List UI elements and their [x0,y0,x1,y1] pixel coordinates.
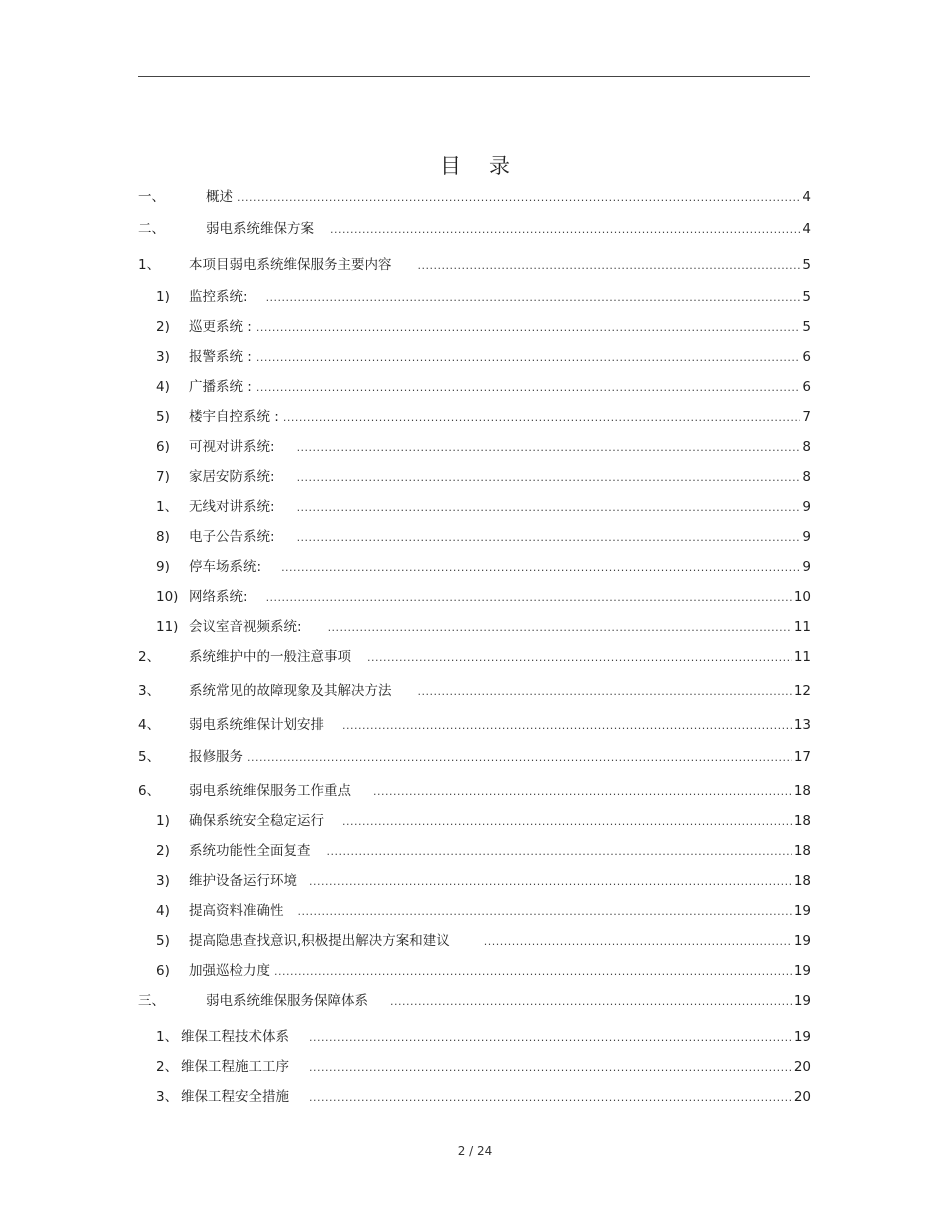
toc-entry-page: 19 [793,933,811,949]
toc-entry-number: 一、 [138,189,165,205]
toc-entry-page: 18 [793,873,811,889]
toc-entry[interactable] [138,900,811,920]
toc-entry-number: 1) [156,813,170,829]
toc-dot-leader [373,784,792,800]
toc-entry-title: 加强巡检力度 [189,963,270,979]
toc-entry-title: 本项目弱电系统维保服务主要内容 [189,257,392,273]
toc-entry-page: 6 [802,349,811,365]
toc-entry-number: 10) [156,589,179,605]
toc-entry[interactable] [138,186,811,206]
toc-dot-leader [297,470,801,486]
toc-entry-page: 18 [793,813,811,829]
toc-entry-number: 1、 [156,1029,179,1045]
toc-dot-leader [309,1090,792,1106]
toc-dot-leader [309,874,792,890]
toc-entry-number: 3) [156,349,170,365]
toc-entry-title: 监控系统: [189,289,248,305]
toc-entry[interactable] [138,346,811,366]
toc-entry[interactable] [138,406,811,426]
toc-entry[interactable] [138,780,811,800]
toc-entry-number: 9) [156,559,170,575]
toc-entry-title: 广播系统 : [189,379,252,395]
toc-entry-title: 系统功能性全面复查 [189,843,311,859]
toc-entry-page: 20 [793,1059,811,1075]
toc-entry-title: 维保工程技术体系 [181,1029,289,1045]
toc-entry[interactable] [138,436,811,456]
toc-entry-number: 3、 [138,683,161,699]
toc-entry-title: 弱电系统维保计划安排 [189,717,324,733]
toc-entry-page: 11 [793,649,811,665]
toc-title [0,150,950,180]
toc-title-char-1: 目 [440,154,461,178]
toc-dot-leader [256,350,801,366]
toc-entry[interactable] [138,218,811,238]
toc-entry-title: 弱电系统维保方案 [206,221,314,237]
toc-entry-page: 9 [802,529,811,545]
toc-entry[interactable] [138,680,811,700]
toc-dot-leader [283,410,801,426]
toc-dot-leader [342,814,792,830]
toc-entry-title: 确保系统安全稳定运行 [189,813,324,829]
toc-entry-title: 报警系统 : [189,349,252,365]
toc-entry-page: 4 [802,189,811,205]
toc-entry[interactable] [138,840,811,860]
toc-dot-leader [256,380,801,396]
toc-title-char-2: 录 [489,154,510,178]
toc-entry-page: 9 [802,499,811,515]
toc-entry-page: 19 [793,993,811,1009]
toc-entry-number: 4、 [138,717,161,733]
toc-dot-leader [297,500,801,516]
toc-entry-page: 7 [802,409,811,425]
toc-dot-leader [418,258,801,274]
page-number: 2 / 24 [457,1144,493,1158]
toc-entry[interactable] [138,556,811,576]
toc-dot-leader [281,560,800,576]
toc-entry-number: 三、 [138,993,165,1009]
toc-entry-number: 1) [156,289,170,305]
toc-dot-leader [309,1030,792,1046]
toc-entry-number: 3、 [156,1089,179,1105]
toc-dot-leader [418,684,792,700]
toc-dot-leader [484,934,792,950]
toc-entry-page: 5 [802,319,811,335]
toc-entry-page: 5 [802,289,811,305]
toc-entry-number: 5) [156,933,170,949]
toc-entry-number: 2、 [138,649,161,665]
toc-entry[interactable] [138,930,811,950]
header-rule [138,76,810,77]
toc-entry[interactable] [138,526,811,546]
toc-entry-page: 4 [802,221,811,237]
toc-entry-title: 弱电系统维保服务保障体系 [206,993,368,1009]
toc-entry-page: 19 [793,963,811,979]
toc-dot-leader [367,650,792,666]
toc-entry-title: 维保工程安全措施 [181,1089,289,1105]
toc-entry-number: 2) [156,843,170,859]
toc-entry-title: 会议室音视频系统: [189,619,302,635]
toc-entry-page: 20 [793,1089,811,1105]
toc-entry-number: 1、 [138,257,161,273]
toc-dot-leader [390,994,792,1010]
toc-entry-page: 19 [793,1029,811,1045]
toc-entry-title: 维保工程施工工序 [181,1059,289,1075]
toc-entry-title: 弱电系统维保服务工作重点 [189,783,351,799]
toc-entry[interactable] [138,496,811,516]
toc-entry-title: 电子公告系统: [189,529,275,545]
toc-dot-leader [274,964,792,980]
toc-entry-title: 家居安防系统: [189,469,275,485]
toc-entry[interactable] [138,810,811,830]
toc-entry-title: 系统常见的故障现象及其解决方法 [189,683,392,699]
toc-entry-number: 2) [156,319,170,335]
toc-dot-leader [298,904,792,920]
toc-entry-title: 网络系统: [189,589,248,605]
toc-entry-page: 8 [802,469,811,485]
toc-entry[interactable] [138,1086,811,1106]
toc-dot-leader [328,620,792,636]
toc-entry-title: 报修服务 [189,749,243,765]
toc-entry-title: 提高隐患查找意识,积极提出解决方案和建议 [189,933,450,949]
toc-entry-page: 10 [793,589,811,605]
toc-entry-title: 停车场系统: [189,559,262,575]
toc-entry-page: 5 [802,257,811,273]
toc-dot-leader [309,1060,792,1076]
toc-dot-leader [297,440,801,456]
toc-entry[interactable] [138,286,811,306]
toc-dot-leader [342,718,792,734]
toc-dot-leader [297,530,801,546]
toc-entry[interactable] [138,316,811,336]
toc-entry-page: 19 [793,903,811,919]
toc-entry[interactable] [138,714,811,734]
toc-entry-title: 无线对讲系统: [189,499,275,515]
toc-dot-leader [256,320,801,336]
toc-entry-number: 6) [156,439,170,455]
toc-dot-leader [266,590,792,606]
toc-entry-title: 提高资料准确性 [189,903,284,919]
toc-entry-page: 8 [802,439,811,455]
toc-entry[interactable] [138,960,811,980]
toc-entry[interactable] [138,616,811,636]
toc-entry[interactable] [138,746,811,766]
toc-entry[interactable] [138,990,811,1010]
toc-entry[interactable] [138,1026,811,1046]
toc-entry-title: 概述 [206,189,233,205]
toc-entry-number: 2、 [156,1059,179,1075]
toc-entry-number: 5) [156,409,170,425]
toc-entry-number: 6、 [138,783,161,799]
toc-entry-title: 楼宇自控系统 : [189,409,279,425]
toc-entry-page: 18 [793,783,811,799]
toc-dot-leader [266,290,801,306]
toc-entry[interactable] [138,870,811,890]
toc-entry[interactable] [138,646,811,666]
toc-entry[interactable] [138,376,811,396]
toc-entry-number: 4) [156,903,170,919]
toc-entry-number: 6) [156,963,170,979]
toc-entry-page: 13 [793,717,811,733]
toc-dot-leader [327,844,792,860]
toc-dot-leader [330,222,800,238]
toc-dot-leader [237,190,800,206]
toc-entry-number: 1、 [156,499,179,515]
toc-entry-number: 8) [156,529,170,545]
toc-entry-page: 17 [793,749,811,765]
toc-entry-title: 维护设备运行环境 [189,873,297,889]
toc-entry[interactable] [138,254,811,274]
toc-entry-page: 11 [793,619,811,635]
toc-entry-title: 可视对讲系统: [189,439,275,455]
toc-entry-number: 3) [156,873,170,889]
toc-dot-leader [247,750,792,766]
toc-entry-number: 11) [156,619,179,635]
toc-entry-title: 巡更系统 : [189,319,252,335]
toc-entry[interactable] [138,1056,811,1076]
toc-entry[interactable] [138,466,811,486]
toc-entry-number: 5、 [138,749,161,765]
toc-entry-title: 系统维护中的一般注意事项 [189,649,351,665]
toc-entry-page: 9 [802,559,811,575]
toc-entry-page: 12 [793,683,811,699]
toc-entry-number: 二、 [138,221,165,237]
toc-entry-number: 7) [156,469,170,485]
toc-entry[interactable] [138,586,811,606]
toc-entry-page: 18 [793,843,811,859]
toc-entry-number: 4) [156,379,170,395]
toc-entry-page: 6 [802,379,811,395]
